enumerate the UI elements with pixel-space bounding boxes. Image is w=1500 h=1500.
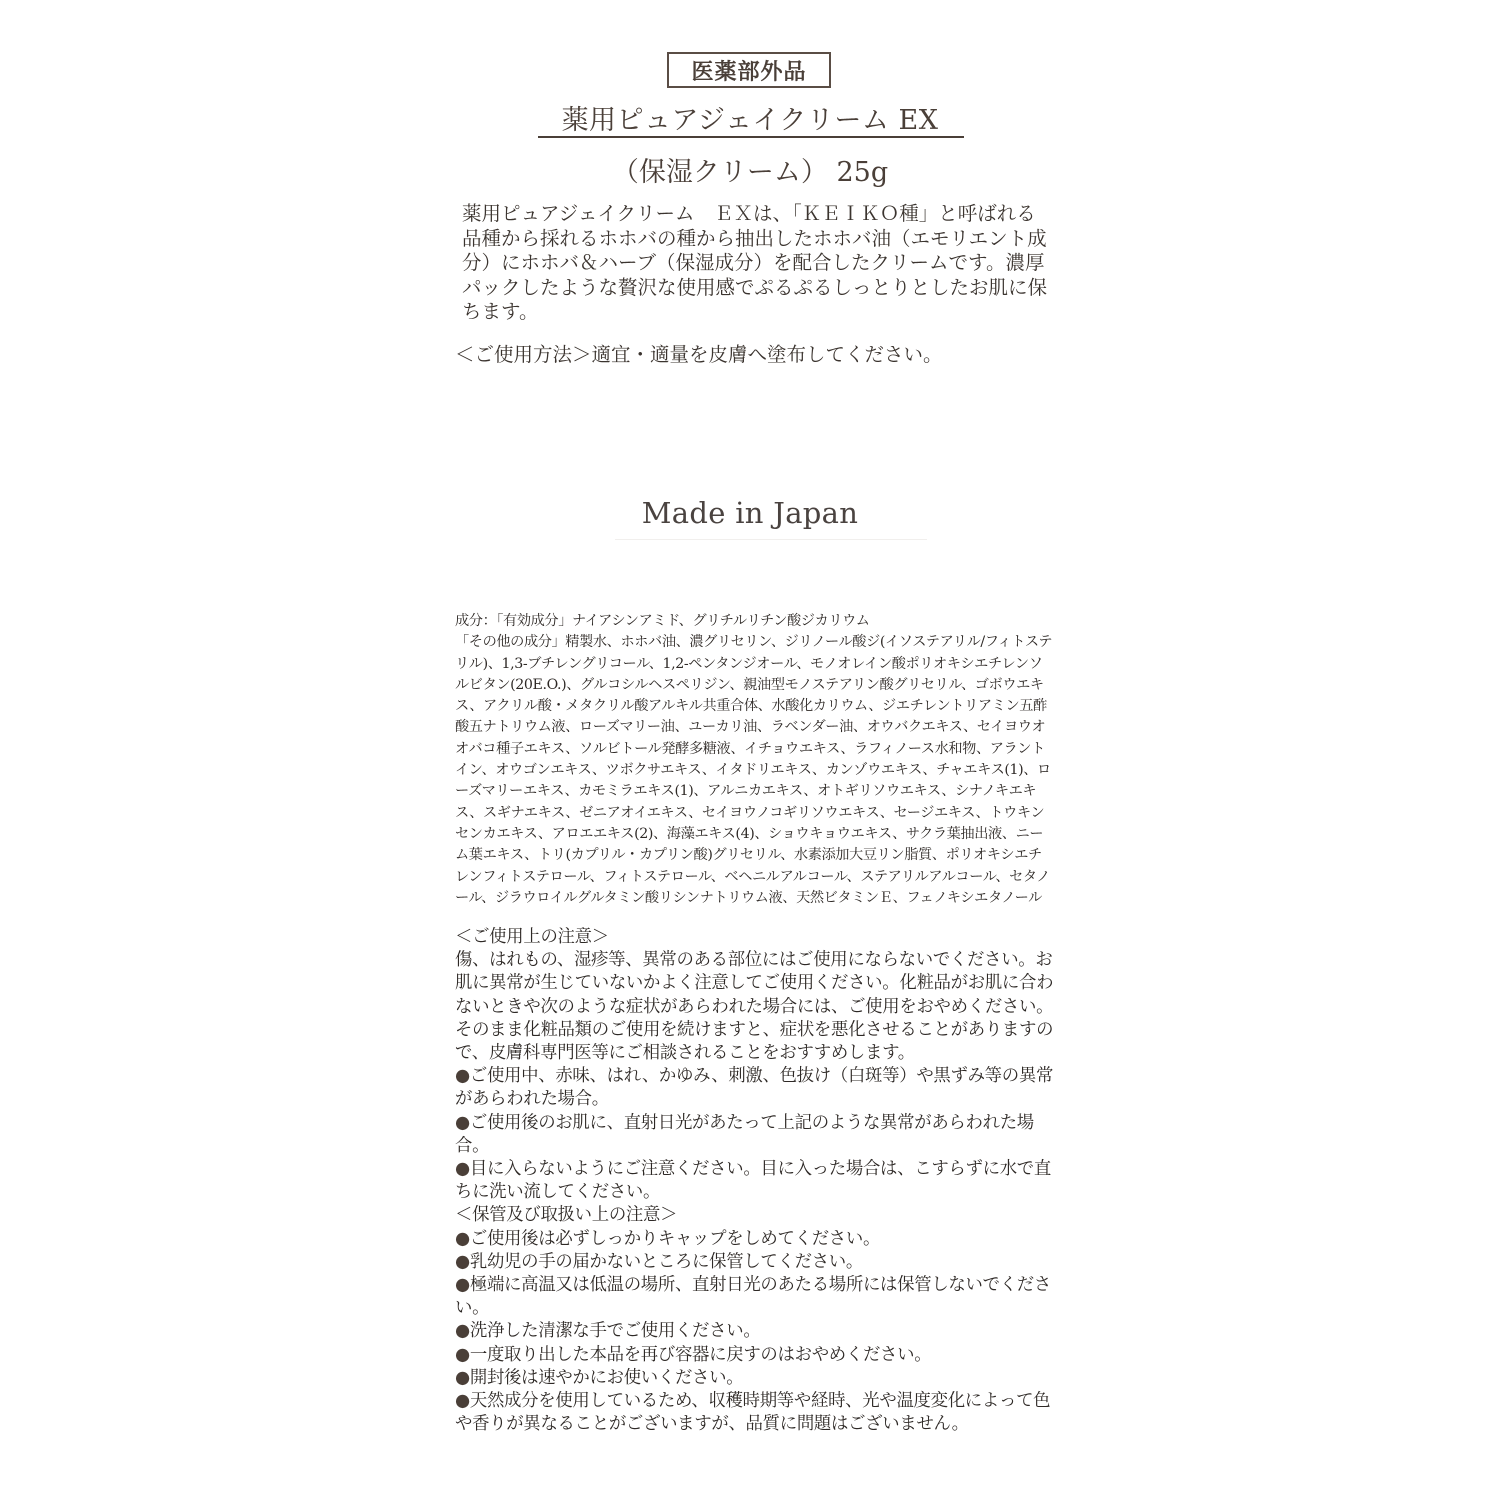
bullet-icon: ●	[455, 1321, 470, 1342]
other-ingredients: 「その他の成分」精製水、ホホバ油、濃グリセリン、ジリノール酸ジ(イソステアリル/フィトステリル)、1,3-ブチレングリコール、1,2-ペンタンジオール、モノオレイン酸ポリオキシエチレンソルビタン(20E.O.)、グルコシルヘスペリジン、親油型モノステアリン酸グリセリル、ゴボウエキス、アクリル酸・メタクリル酸アルキル共重合体、水酸化カリウム、ジエチレントリアミン五酢酸五ナトリウム液、ローズマリー油、ユーカリ油、ラベンダー油、オウバクエキス、セイヨウオオバコ種子エキス、ソルビトール発酵多糖液、イチョウエキス、ラフィノース水和物、アラントイン、オウゴンエキス、ツボクサエキス、イタドリエキス、カンゾウエキス、チャエキス(1)、ローズマリーエキス、カモミラエキス(1)、アルニカエキス、オトギリソウエキス、シナノキエキス、スギナエキス、ゼニアオイエキス、セイヨウノコギリソウエキス、セージエキス、トウキンセンカエキス、アロエエキス(2)、海藻エキス(4)、ショウキョウエキス、サクラ葉抽出液、ニーム葉エキス、トリ(カプリル・カプリン酸)グリセリル、水素添加大豆リン脂質、ポリオキシエチレンフィトステロール、フィトステロール、ベヘニルアルコール、ステアリルアルコール、セタノール、ジラウロイルグルタミン酸リシンナトリウム液、天然ビタミンＥ、フェノキシエタノール	[455, 634, 1053, 906]
usage-caution-item: ●目に入らないようにご注意ください。目に入った場合は、こすらずに水で直ちに洗い流してください。	[455, 1159, 1051, 1203]
bullet-icon: ●	[455, 1112, 470, 1133]
storage-caution-item: ●ご使用後は必ずしっかりキャップをしめてください。	[455, 1228, 881, 1249]
bullet-icon: ●	[455, 1228, 470, 1249]
product-description: 薬用ピュアジェイクリーム ＥＸは、「ＫＥＩＫＯ種」と呼ばれる品種から採れるホホバの種から抽出したホホバ油（エモリエント成分）にホホバ＆ハーブ（保湿成分）を配合したクリームです。濃厚パックしたような贅沢な使用感でぷるぷるしっとりとしたお肌に保ちます。	[462, 202, 1048, 323]
origin-divider	[615, 539, 927, 540]
bullet-icon: ●	[455, 1066, 470, 1087]
ingredients-section	[455, 611, 1055, 909]
product-title: 薬用ピュアジェイクリーム EX	[561, 105, 939, 136]
usage-caution-item: ●ご使用後のお肌に、直射日光があたって上記のような異常があらわれた場合。	[455, 1112, 1034, 1156]
badge-label: 医薬部外品	[691, 58, 807, 85]
usage-cautions-heading: ＜ご使用上の注意＞	[455, 927, 609, 947]
title-divider	[538, 136, 964, 138]
bullet-icon: ●	[455, 1275, 470, 1296]
bullet-icon: ●	[455, 1251, 470, 1272]
storage-caution-item: ●洗浄した清潔な手でご使用ください。	[455, 1321, 761, 1342]
origin-label: Made in Japan	[641, 496, 859, 530]
storage-caution-item: ●開封後は速やかにお使いください。	[455, 1367, 744, 1388]
usage-cautions-intro: 傷、はれもの、湿疹等、異常のある部位にはご使用にならないでください。お肌に異常が生じていないかよく注意してご使用ください。化粧品がお肌に合わないときや次のような症状があらわれた場合には、ご使用をおやめください。そのまま化粧品類のご使用を続けますと、症状を悪化させることがありますので、皮膚科専門医等にご相談されることをおすすめします。	[455, 950, 1054, 1064]
storage-cautions-heading: ＜保管及び取扱い上の注意＞	[455, 1205, 678, 1226]
usage-instructions: ＜ご使用方法＞適宜・適量を皮膚へ塗布してください。	[455, 343, 943, 366]
storage-caution-item: ●天然成分を使用しているため、収穫時期等や経時、光や温度変化によって色や香りが異なることがございますが、品質に問題はございません。	[455, 1391, 1051, 1435]
storage-caution-item: ●極端に高温又は低温の場所、直射日光のあたる場所には保管しないでください。	[455, 1275, 1051, 1319]
usage-caution-item: ●ご使用中、赤味、はれ、かゆみ、刺激、色抜け（白斑等）や黒ずみ等の異常があらわれた場合。	[455, 1066, 1054, 1110]
cautions-section	[455, 926, 1055, 1436]
bullet-icon: ●	[455, 1159, 470, 1180]
product-subtitle: （保湿クリーム） 25g	[611, 157, 889, 188]
active-ingredients: 成分：「有効成分」ナイアシンアミド、グリチルリチン酸ジカリウム	[455, 613, 870, 629]
bullet-icon: ●	[455, 1391, 470, 1412]
bullet-icon: ●	[455, 1344, 470, 1365]
storage-caution-item: ●乳幼児の手の届かないところに保管してください。	[455, 1251, 863, 1272]
storage-caution-item: ●一度取り出した本品を再び容器に戻すのはおやめください。	[455, 1344, 932, 1365]
quasi-drug-badge	[667, 52, 831, 88]
bullet-icon: ●	[455, 1367, 470, 1388]
